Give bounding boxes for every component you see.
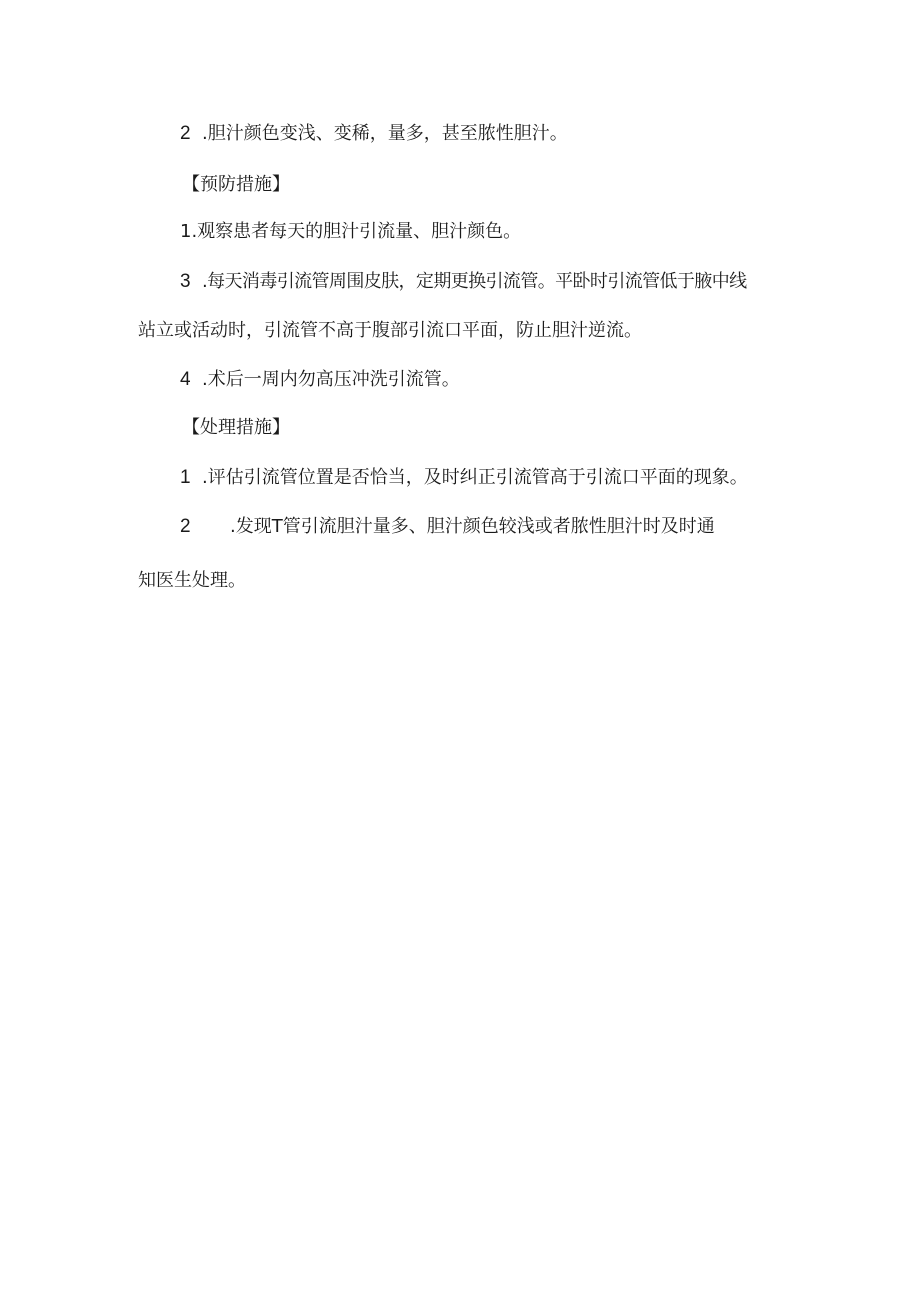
prevention-item-3-line-2: 站立或活动时，引流管不高于腹部引流口平面，防止胆汁逆流。 [138, 320, 642, 341]
treatment-item-1-number: 1 [180, 467, 191, 488]
bile-color-item-number: 2 [180, 123, 191, 144]
treatment-item-1 [180, 467, 748, 489]
treatment-item-2-line-2: 知医生处理。 [138, 570, 246, 591]
treatment-item-1-text: .评估引流管位置是否恰当，及时纠正引流管高于引流口平面的现象。 [202, 467, 748, 488]
prevention-heading: 【预防措施】 [182, 174, 290, 195]
prevention-item-4-number: 4 [180, 369, 191, 390]
prevention-item-4 [180, 369, 460, 391]
prevention-item-1: 1.观察患者每天的胆汁引流量、胆汁颜色。 [180, 221, 522, 242]
treatment-heading: 【处理措施】 [182, 417, 290, 438]
prevention-item-3-line-1 [180, 271, 747, 293]
prevention-item-4-text: .术后一周内勿高压冲洗引流管。 [202, 369, 460, 390]
prevention-item-3-text: .每天消毒引流管周围皮肤，定期更换引流管。平卧时引流管低于腋中线 [202, 271, 747, 292]
treatment-item-2-number: 2 [180, 516, 191, 537]
prevention-item-3-number: 3 [180, 271, 191, 292]
bile-color-item-text: .胆汁颜色变浅、变稀，量多，甚至脓性胆汁。 [202, 123, 568, 144]
bile-color-item [180, 123, 568, 145]
treatment-item-2-line-1 [180, 516, 715, 538]
treatment-item-2-text: .发现T管引流胆汁量多、胆汁颜色较浅或者脓性胆汁时及时通 [230, 516, 715, 537]
